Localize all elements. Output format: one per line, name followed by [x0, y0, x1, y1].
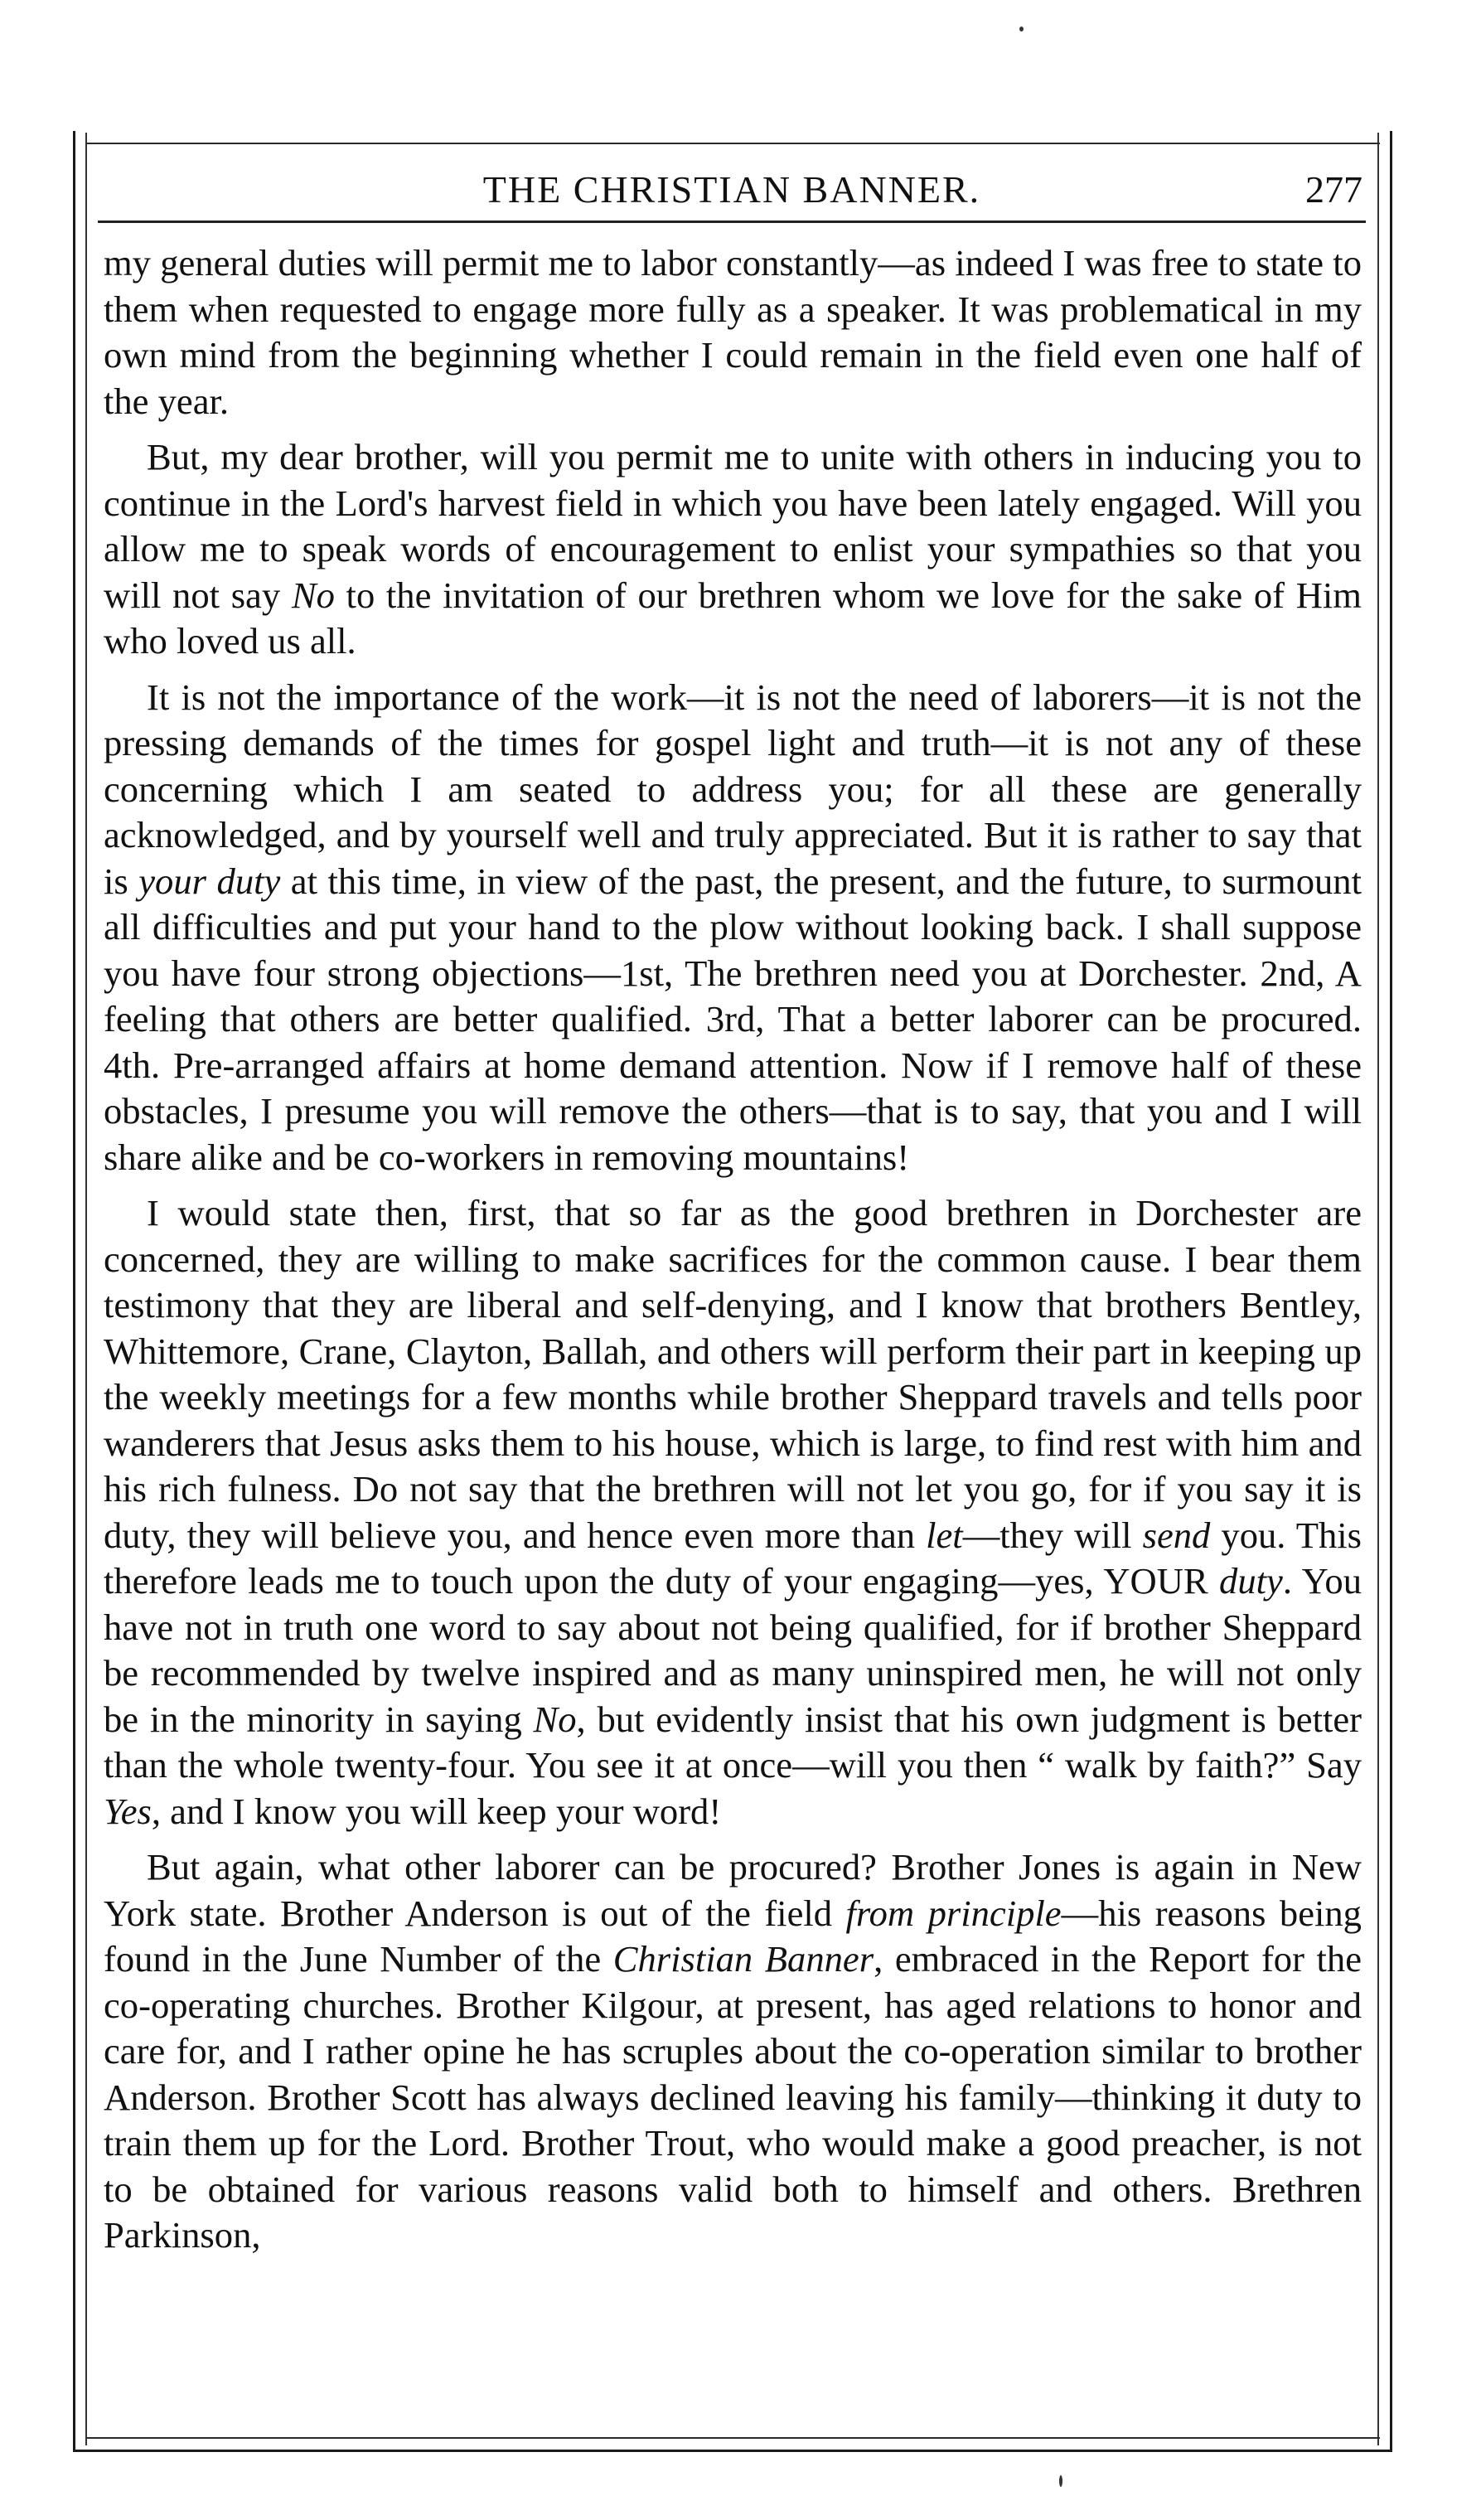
paragraph-text: you. This therefore leads me to touch upon the duty of your engaging—yes, YOUR: [104, 1514, 1362, 1602]
emphasis-text: duty: [1219, 1560, 1283, 1602]
paragraph-text: —his reasons being found in the June Number of the: [104, 1892, 1362, 1980]
emphasis-text: No: [533, 1698, 577, 1740]
page-border-bottom-rule: [85, 2437, 1380, 2439]
emphasis-text: your duty: [138, 860, 281, 902]
emphasis-text: Christian Banner: [612, 1938, 874, 1980]
paragraph-text: —they will: [962, 1514, 1143, 1556]
paragraph-text: , and I know you will keep your word!: [151, 1790, 722, 1832]
emphasis-text: from principle: [845, 1892, 1062, 1934]
emphasis-text: let: [926, 1514, 963, 1556]
paragraph: [104, 1190, 1362, 1834]
paragraph-text: , embraced in the Report for the co-operating churches. Brother Kilgour, at present, has aged relations to honor and care for, and I rather opine he has scruples about the co-operation similar to brother Anderson. Brother Scott has always declined leaving his family—thinking it duty to train them up for the Lord. Brother Trout, who would make a good preacher, is not to be obtained for various reasons valid both to himself and others. Brethren Parkinson,: [104, 1938, 1362, 2256]
page-border-top-rule: [85, 143, 1380, 144]
paragraph-text: my general duties will permit me to labor constantly—as indeed I was free to state to them when requested to engage more fully as a speaker. It was problematical in my own mind from the beginning whether I could remain in the field even one half of the year.: [104, 242, 1362, 422]
article-body: [104, 240, 1362, 2259]
paragraph-text: at this time, in view of the past, the present, and the future, to surmount all difficulties and put your hand to the plow without looking back. I shall suppose you have four strong objections—1st, The brethren need you at Dorchester. 2nd, A feeling that others are better qualified. 3rd, That a better laborer can be procured. 4th. Pre-arranged affairs at home demand attention. Now if I remove half of these obstacles, I presume you will remove the others—that is to say, that you and I will share alike and be co-workers in removing mountains!: [104, 860, 1362, 1178]
paragraph-text: But again, what other laborer can be procured? Brother Jones is again in New York state. Brother Anderson is out of the field: [104, 1846, 1362, 1934]
page-border-inner-left: [85, 133, 87, 2445]
emphasis-text: send: [1142, 1514, 1211, 1556]
running-title: THE CHRISTIAN BANNER.: [482, 168, 981, 211]
paragraph: [104, 434, 1362, 665]
emphasis-text: Yes: [104, 1790, 152, 1832]
paragraph: [104, 1844, 1362, 2259]
paragraph-text: It is not the importance of the work—it is not the need of laborers—it is not the pressing demands of the times for gospel light and truth—it is not any of these concerning which I am seated to address you; for all these are generally acknowledged, and by yourself well and truly appreciated. But it is rather to say that is: [104, 676, 1362, 902]
paragraph-text: , but evidently insist that his own judgment is better than the whole twenty-four. You see it at once—will you then “ walk by faith?” Say: [104, 1698, 1362, 1786]
print-speck: [1059, 2475, 1062, 2487]
paragraph-text: But, my dear brother, will you permit me to unite with others in inducing you to continue in the Lord's harvest field in which you have been lately engaged. Will you allow me to speak words of encouragement to enlist your sympathies so that you will not say: [104, 436, 1362, 616]
page-border-inner-right: [1377, 133, 1379, 2445]
paragraph-text: I would state then, first, that so far as the good brethren in Dorchester are concerned, they are willing to make sacrifices for the common cause. I bear them testimony that they are liberal and self-denying, and I know that brothers Bentley, Whittemore, Crane, Clayton, Ballah, and others will perform their part in keeping up the weekly meetings for a few months while brother Sheppard travels and tells poor wanderers that Jesus asks them to his house, which is large, to find rest with him and his rich fulness. Do not say that the brethren will not let you go, for if you say it is duty, they will believe you, and hence even more than: [104, 1192, 1362, 1556]
paragraph-text: . You have not in truth one word to say about not being qualified, for if brother Sheppard be recommended by twelve inspired and as many uninspired men, he will not only be in the minority in saying: [104, 1560, 1362, 1740]
page-number: 277: [1305, 168, 1362, 211]
emphasis-text: No: [291, 574, 335, 616]
running-head: [98, 162, 1366, 223]
paragraph: [104, 675, 1362, 1181]
print-speck: [1019, 27, 1024, 32]
paragraph: [104, 240, 1362, 424]
paragraph-text: to the invitation of our brethren whom we love for the sake of Him who loved us all.: [104, 574, 1362, 662]
